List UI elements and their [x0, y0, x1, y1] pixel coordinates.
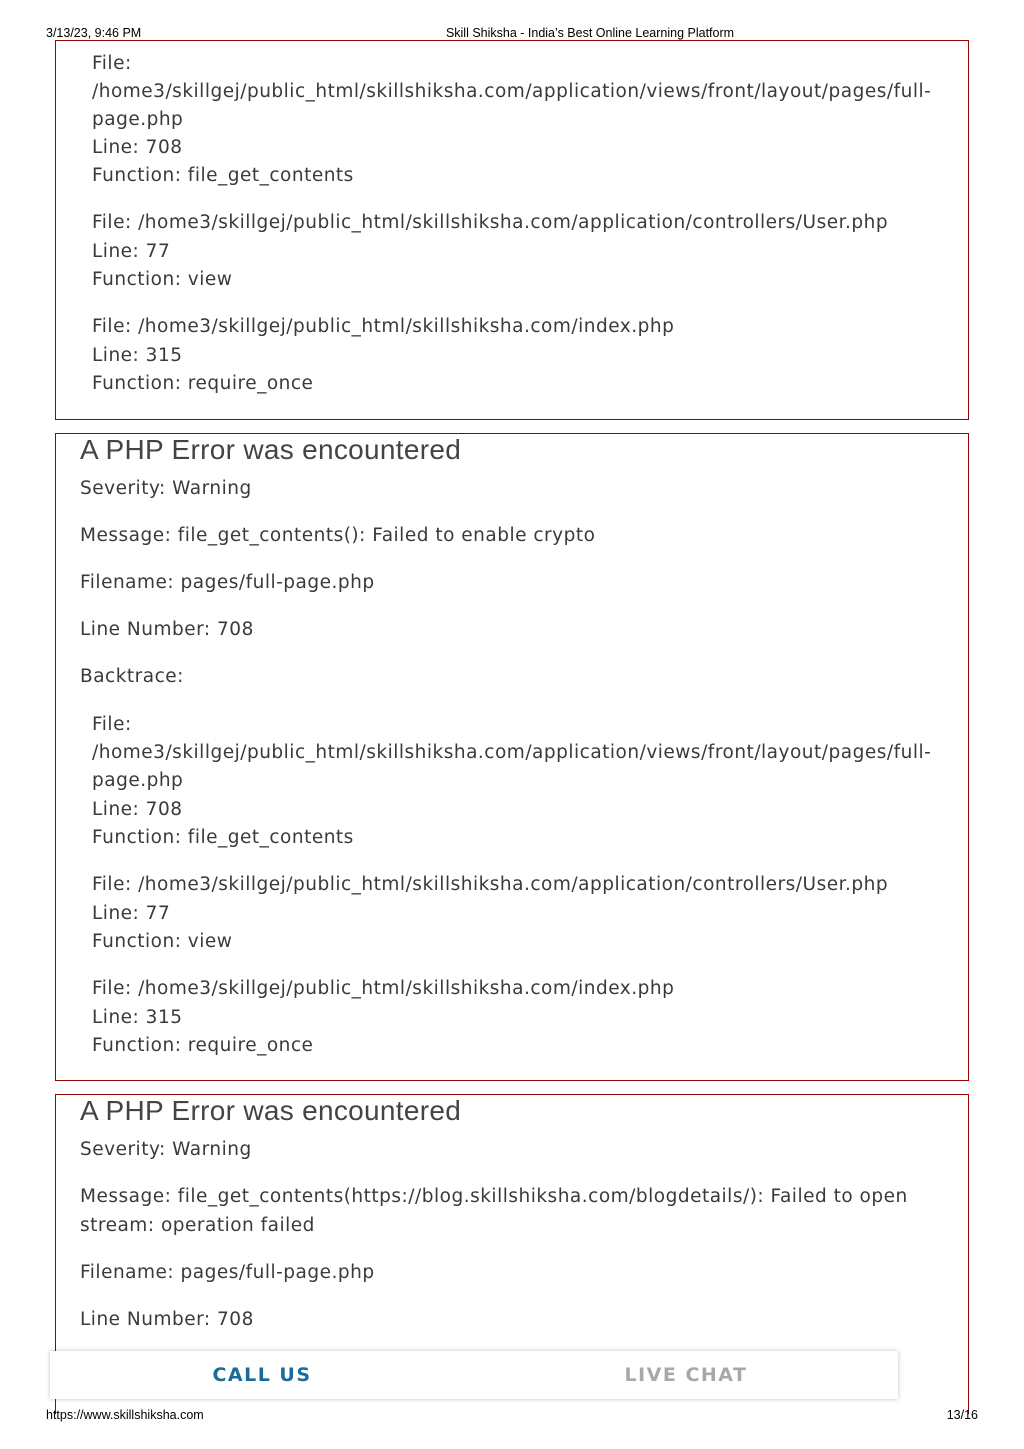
backtrace-file-path: /home3/skillgej/public_html/skillshiksha.com/application/views/front/layout/pages/full- [92, 81, 932, 102]
backtrace-label: Backtrace: [80, 666, 184, 687]
backtrace-function: Function: require_once [92, 1035, 314, 1056]
error-line-number: Line Number: 708 [80, 619, 254, 640]
call-us-button[interactable]: CALL US [212, 1364, 312, 1386]
php-error-box [55, 40, 969, 420]
error-title: A PHP Error was encountered [80, 1095, 462, 1126]
backtrace-function: Function: file_get_contents [92, 827, 354, 848]
backtrace-function: Function: view [92, 931, 233, 952]
backtrace-file-path-cont: page.php [92, 109, 184, 130]
backtrace-line: Line: 315 [92, 345, 183, 366]
print-page-title: Skill Shiksha - India’s Best Online Learning Platform [445, 26, 735, 40]
error-severity: Severity: Warning [80, 1139, 252, 1160]
error-message-cont: stream: operation failed [80, 1215, 315, 1236]
backtrace-file: File: /home3/skillgej/public_html/skillshiksha.com/application/controllers/User.php [92, 212, 889, 233]
error-title: A PHP Error was encountered [80, 434, 462, 465]
error-filename: Filename: pages/full-page.php [80, 1262, 375, 1283]
error-message: Message: file_get_contents(): Failed to enable crypto [80, 525, 596, 546]
print-url: https://www.skillshiksha.com [46, 1408, 204, 1422]
backtrace-line: Line: 77 [92, 903, 171, 924]
backtrace-function: Function: file_get_contents [92, 165, 354, 186]
backtrace-function: Function: view [92, 269, 233, 290]
backtrace-file: File: /home3/skillgej/public_html/skillshiksha.com/application/controllers/User.php [92, 874, 889, 895]
backtrace-file-path-cont: page.php [92, 770, 184, 791]
backtrace-function: Function: require_once [92, 373, 314, 394]
backtrace-line: Line: 708 [92, 799, 183, 820]
error-severity: Severity: Warning [80, 478, 252, 499]
backtrace-line: Line: 708 [92, 137, 183, 158]
error-filename: Filename: pages/full-page.php [80, 572, 375, 593]
print-datetime: 3/13/23, 9:46 PM [46, 26, 142, 40]
contact-bar [50, 1351, 898, 1399]
backtrace-file-label: File: [92, 714, 132, 735]
backtrace-file-path: /home3/skillgej/public_html/skillshiksha.com/application/views/front/layout/pages/full- [92, 742, 932, 763]
php-error-box [55, 433, 969, 1081]
backtrace-line: Line: 77 [92, 241, 171, 262]
error-message: Message: file_get_contents(https://blog.skillshiksha.com/blogdetails/): Failed to open [80, 1186, 908, 1207]
backtrace-file: File: /home3/skillgej/public_html/skillshiksha.com/index.php [92, 316, 675, 337]
backtrace-file: File: /home3/skillgej/public_html/skillshiksha.com/index.php [92, 978, 675, 999]
backtrace-file-label: File: [92, 53, 132, 74]
print-page-number: 13/16 [946, 1408, 978, 1422]
live-chat-button[interactable]: LIVE CHAT [624, 1364, 748, 1386]
error-line-number: Line Number: 708 [80, 1309, 254, 1330]
backtrace-line: Line: 315 [92, 1007, 183, 1028]
